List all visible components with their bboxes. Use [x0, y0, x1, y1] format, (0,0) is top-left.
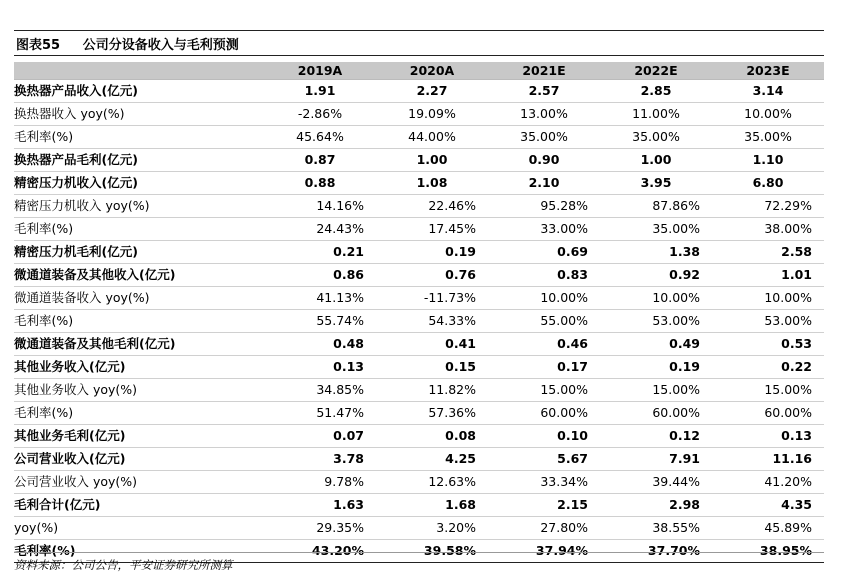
table-header-row — [14, 62, 824, 80]
row-value: 35.00% — [488, 126, 600, 149]
row-label: 毛利率(%) — [14, 218, 264, 241]
row-label: 微通道装备收入 yoy(%) — [14, 287, 264, 310]
row-value: 35.00% — [600, 126, 712, 149]
row-value: 0.53 — [712, 333, 824, 356]
row-value: 0.10 — [488, 425, 600, 448]
row-value: 1.01 — [712, 264, 824, 287]
row-value: 34.85% — [264, 379, 376, 402]
row-value: 3.14 — [712, 80, 824, 103]
row-value: 2.10 — [488, 172, 600, 195]
row-value: 41.13% — [264, 287, 376, 310]
row-value: 60.00% — [600, 402, 712, 425]
row-value: 14.16% — [264, 195, 376, 218]
row-value: 2.27 — [376, 80, 488, 103]
row-label: 公司营业收入(亿元) — [14, 448, 264, 471]
row-label: 精密压力机毛利(亿元) — [14, 241, 264, 264]
row-value: 0.15 — [376, 356, 488, 379]
row-value: 0.19 — [376, 241, 488, 264]
row-value: 10.00% — [488, 287, 600, 310]
row-label: 公司营业收入 yoy(%) — [14, 471, 264, 494]
row-label: 换热器产品毛利(亿元) — [14, 149, 264, 172]
row-value: 1.00 — [600, 149, 712, 172]
row-value: 0.21 — [264, 241, 376, 264]
row-value: 10.00% — [600, 287, 712, 310]
row-value: 44.00% — [376, 126, 488, 149]
row-value: 33.34% — [488, 471, 600, 494]
row-value: 2.57 — [488, 80, 600, 103]
row-label: 毛利率(%) — [14, 540, 264, 563]
table-row — [14, 264, 824, 287]
row-value: 13.00% — [488, 103, 600, 126]
row-value: 39.58% — [376, 540, 488, 563]
row-value: 4.25 — [376, 448, 488, 471]
row-value: 15.00% — [712, 379, 824, 402]
row-value: 0.07 — [264, 425, 376, 448]
row-label: 毛利率(%) — [14, 310, 264, 333]
table-row — [14, 471, 824, 494]
row-value: 2.85 — [600, 80, 712, 103]
row-label: 精密压力机收入 yoy(%) — [14, 195, 264, 218]
header-corner — [14, 62, 264, 80]
table-row — [14, 172, 824, 195]
table-row — [14, 103, 824, 126]
row-value: 0.19 — [600, 356, 712, 379]
row-value: 0.92 — [600, 264, 712, 287]
figure-title: 图表55 公司分设备收入与毛利预测 — [16, 38, 239, 53]
header-2020a: 2020A — [376, 62, 488, 80]
row-label: 换热器产品收入(亿元) — [14, 80, 264, 103]
row-value: 27.80% — [488, 517, 600, 540]
row-label: 微通道装备及其他毛利(亿元) — [14, 333, 264, 356]
table-row — [14, 448, 824, 471]
row-value: 3.78 — [264, 448, 376, 471]
row-value: 4.35 — [712, 494, 824, 517]
forecast-table — [14, 62, 824, 563]
table-row — [14, 425, 824, 448]
footer-divider — [14, 552, 824, 553]
row-value: 51.47% — [264, 402, 376, 425]
table-body — [14, 80, 824, 563]
row-value: 55.00% — [488, 310, 600, 333]
row-value: 39.44% — [600, 471, 712, 494]
row-value: 0.87 — [264, 149, 376, 172]
header-2021e: 2021E — [488, 62, 600, 80]
row-value: 37.70% — [600, 540, 712, 563]
row-label: 毛利率(%) — [14, 402, 264, 425]
row-value: 0.22 — [712, 356, 824, 379]
row-label: 换热器收入 yoy(%) — [14, 103, 264, 126]
row-label: 微通道装备及其他收入(亿元) — [14, 264, 264, 287]
row-label: 毛利合计(亿元) — [14, 494, 264, 517]
row-value: -2.86% — [264, 103, 376, 126]
row-value: 11.16 — [712, 448, 824, 471]
row-label: 其他业务收入(亿元) — [14, 356, 264, 379]
row-value: 9.78% — [264, 471, 376, 494]
row-label: 毛利率(%) — [14, 126, 264, 149]
row-value: 3.95 — [600, 172, 712, 195]
row-value: 0.86 — [264, 264, 376, 287]
row-value: 2.58 — [712, 241, 824, 264]
row-value: 5.67 — [488, 448, 600, 471]
row-value: 33.00% — [488, 218, 600, 241]
row-value: 60.00% — [712, 402, 824, 425]
row-value: 0.76 — [376, 264, 488, 287]
row-value: 0.08 — [376, 425, 488, 448]
row-value: 0.83 — [488, 264, 600, 287]
row-value: 10.00% — [712, 287, 824, 310]
table-row — [14, 195, 824, 218]
table-row — [14, 287, 824, 310]
row-value: 29.35% — [264, 517, 376, 540]
row-value: 10.00% — [712, 103, 824, 126]
row-value: 1.00 — [376, 149, 488, 172]
row-value: 1.63 — [264, 494, 376, 517]
figure-title-bar — [14, 30, 824, 56]
row-value: 2.15 — [488, 494, 600, 517]
header-2023e: 2023E — [712, 62, 824, 80]
row-value: 95.28% — [488, 195, 600, 218]
row-value: 0.13 — [712, 425, 824, 448]
row-value: 38.95% — [712, 540, 824, 563]
table-row — [14, 310, 824, 333]
row-value: 0.46 — [488, 333, 600, 356]
row-value: 45.89% — [712, 517, 824, 540]
row-value: 1.38 — [600, 241, 712, 264]
row-value: 37.94% — [488, 540, 600, 563]
row-value: 57.36% — [376, 402, 488, 425]
table-row — [14, 517, 824, 540]
row-value: 19.09% — [376, 103, 488, 126]
row-value: 2.98 — [600, 494, 712, 517]
row-value: 0.90 — [488, 149, 600, 172]
row-value: 54.33% — [376, 310, 488, 333]
table-row — [14, 80, 824, 103]
row-value: 11.82% — [376, 379, 488, 402]
row-label: 其他业务毛利(亿元) — [14, 425, 264, 448]
header-2019a: 2019A — [264, 62, 376, 80]
row-value: 7.91 — [600, 448, 712, 471]
row-value: 41.20% — [712, 471, 824, 494]
row-value: 0.88 — [264, 172, 376, 195]
row-value: 60.00% — [488, 402, 600, 425]
table-row — [14, 356, 824, 379]
row-value: 1.91 — [264, 80, 376, 103]
row-value: 0.17 — [488, 356, 600, 379]
row-value: 24.43% — [264, 218, 376, 241]
row-value: 35.00% — [712, 126, 824, 149]
row-value: 1.08 — [376, 172, 488, 195]
row-value: 87.86% — [600, 195, 712, 218]
table-row — [14, 333, 824, 356]
row-value: 6.80 — [712, 172, 824, 195]
row-value: 72.29% — [712, 195, 824, 218]
row-label: yoy(%) — [14, 517, 264, 540]
table-row — [14, 379, 824, 402]
row-value: 22.46% — [376, 195, 488, 218]
row-value: 17.45% — [376, 218, 488, 241]
row-value: 11.00% — [600, 103, 712, 126]
row-value: 55.74% — [264, 310, 376, 333]
row-value: -11.73% — [376, 287, 488, 310]
row-value: 0.49 — [600, 333, 712, 356]
table-row — [14, 494, 824, 517]
row-value: 38.55% — [600, 517, 712, 540]
row-value: 15.00% — [600, 379, 712, 402]
row-value: 43.20% — [264, 540, 376, 563]
row-value: 0.12 — [600, 425, 712, 448]
table-row — [14, 126, 824, 149]
row-value: 0.69 — [488, 241, 600, 264]
header-2022e: 2022E — [600, 62, 712, 80]
row-value: 0.41 — [376, 333, 488, 356]
row-value: 12.63% — [376, 471, 488, 494]
row-value: 3.20% — [376, 517, 488, 540]
row-value: 53.00% — [712, 310, 824, 333]
row-value: 15.00% — [488, 379, 600, 402]
table-row — [14, 218, 824, 241]
row-value: 0.48 — [264, 333, 376, 356]
row-value: 1.10 — [712, 149, 824, 172]
table-row — [14, 149, 824, 172]
row-value: 45.64% — [264, 126, 376, 149]
table-row — [14, 241, 824, 264]
row-value: 1.68 — [376, 494, 488, 517]
row-label: 精密压力机收入(亿元) — [14, 172, 264, 195]
row-value: 38.00% — [712, 218, 824, 241]
source-note: 资料来源：公司公告，平安证券研究所测算 — [14, 558, 233, 572]
row-value: 35.00% — [600, 218, 712, 241]
row-value: 0.13 — [264, 356, 376, 379]
table-row — [14, 402, 824, 425]
row-value: 53.00% — [600, 310, 712, 333]
row-label: 其他业务收入 yoy(%) — [14, 379, 264, 402]
